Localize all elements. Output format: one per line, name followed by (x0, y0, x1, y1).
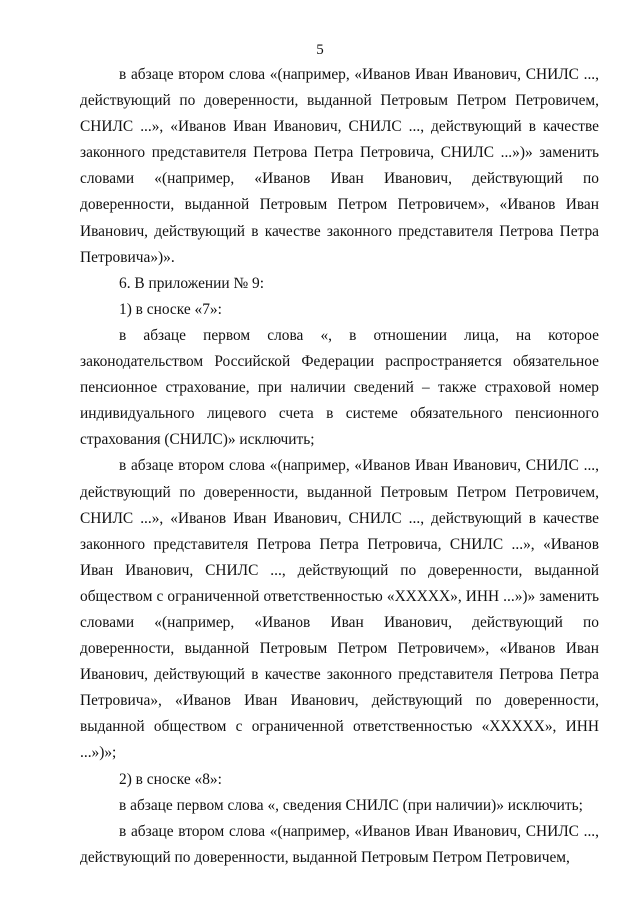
page-number: 5 (316, 42, 324, 58)
paragraph: в абзаце втором слова «(например, «Иванов Иван Иванович, СНИЛС ..., действующий по доверенности, выданной Петровым Петром Петровичем, СНИЛС ...», «Иванов Иван Иванович, СНИЛС ..., действующий в качестве законного представителя Петрова Петра Петровича, СНИЛС ...», «Иванов Иван Иванович, СНИЛС ..., действующий по доверенности, выданной обществом с ограниченной ответственностью «ХХХХХ», ИНН ...»)» заменить словами «(например, «Иванов Иван Иванович, действующий по доверенности, выданной Петровым Петром Петровичем», «Иванов Иван Иванович, действующий в качестве законного представителя Петрова Петра Петровича», «Иванов Иван Иванович, действующий по доверенности, выданной обществом с ограниченной ответственностью «ХХХХХ», ИНН ...»)»; (80, 457, 603, 762)
paragraph: в абзаце втором слова «(например, «Иванов Иван Иванович, СНИЛС ..., действующий по доверенности, выданной Петровым Петром Петровичем, (80, 822, 603, 866)
paragraph: 6. В приложении № 9: (119, 274, 264, 292)
paragraph: 2) в сноске «8»: (119, 770, 222, 788)
paragraph: в абзаце первом слова «, в отношении лица, на которое законодательством Российской Федерации распространяется обязательное пенсионное страхование, при наличии сведений – также страховой номер индивидуального лицевого счета в системе обязательного пенсионного страхования (СНИЛС)» исключить; (80, 326, 603, 449)
paragraph: 1) в сноске «7»: (119, 300, 222, 318)
body-text (80, 62, 603, 871)
paragraph: в абзаце втором слова «(например, «Иванов Иван Иванович, СНИЛС ..., действующий по доверенности, выданной Петровым Петром Петровичем, СНИЛС ...», «Иванов Иван Иванович, СНИЛС ..., действующий в качестве законного представителя Петрова Петра Петровича, СНИЛС ...»)» заменить словами «(например, «Иванов Иван Иванович, действующий по доверенности, выданной Петровым Петром Петровичем», «Иванов Иван Иванович, действующий в качестве законного представителя Петрова Петра Петровича»)». (80, 66, 603, 266)
paragraph: в абзаце первом слова «, сведения СНИЛС (при наличии)» исключить; (119, 796, 583, 814)
